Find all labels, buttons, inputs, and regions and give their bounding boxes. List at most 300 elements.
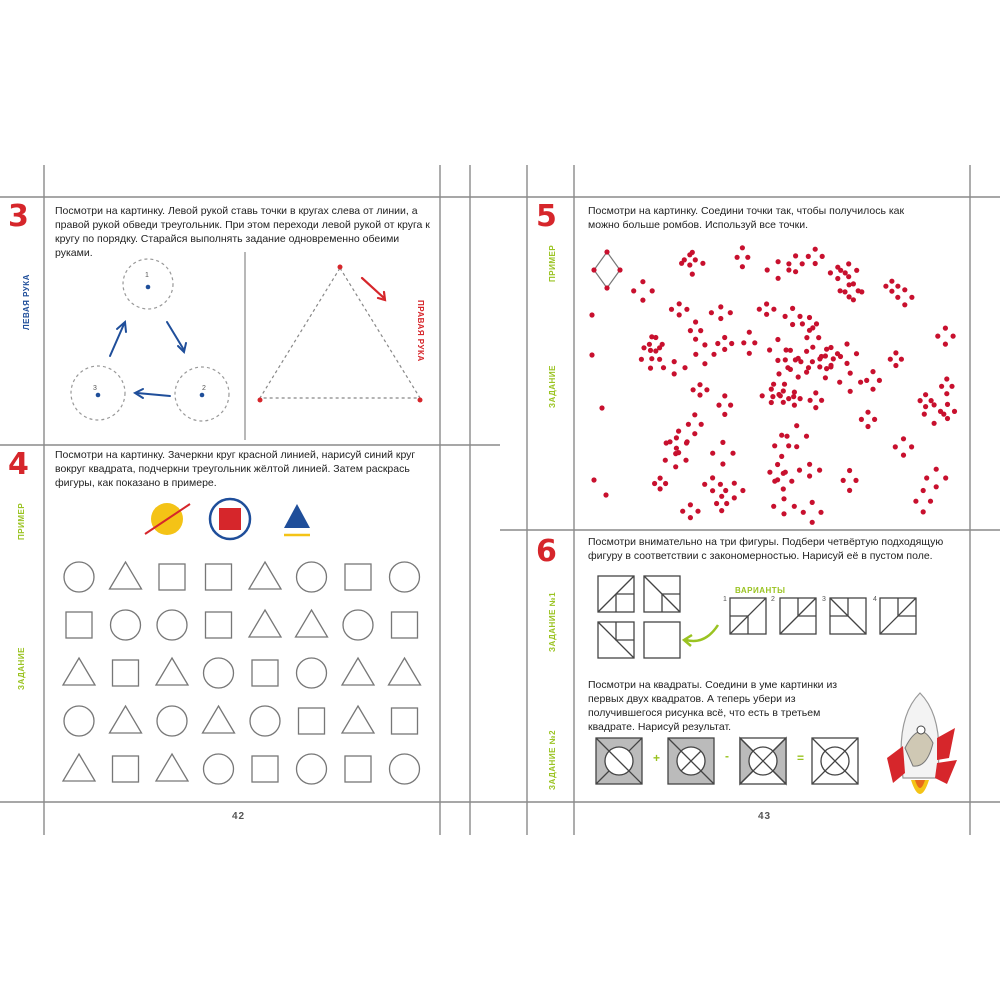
grid-triangle[interactable] (63, 754, 95, 781)
task-dot[interactable] (648, 366, 653, 371)
task-dot[interactable] (775, 337, 780, 342)
task-dot[interactable] (928, 499, 933, 504)
task-dot[interactable] (640, 298, 645, 303)
task-dot[interactable] (835, 276, 840, 281)
task-dot[interactable] (918, 398, 923, 403)
task-dot[interactable] (810, 520, 815, 525)
task-dot[interactable] (889, 289, 894, 294)
grid-square[interactable] (159, 564, 185, 590)
task-dot[interactable] (699, 422, 704, 427)
task-dot[interactable] (952, 409, 957, 414)
task-dot[interactable] (817, 468, 822, 473)
grid-triangle[interactable] (342, 706, 374, 733)
task-dot[interactable] (870, 387, 875, 392)
task-dot[interactable] (823, 353, 828, 358)
task-dot[interactable] (641, 345, 646, 350)
task-dot[interactable] (858, 380, 863, 385)
task-dot[interactable] (819, 398, 824, 403)
task-dot[interactable] (848, 371, 853, 376)
task-dot[interactable] (899, 357, 904, 362)
grid-circle[interactable] (343, 610, 373, 640)
task-dot[interactable] (769, 400, 774, 405)
task-dot[interactable] (728, 310, 733, 315)
task-dot[interactable] (693, 257, 698, 262)
task-dot[interactable] (797, 314, 802, 319)
task-dot[interactable] (943, 342, 948, 347)
task-dot[interactable] (683, 458, 688, 463)
task-dot[interactable] (776, 276, 781, 281)
task-dot[interactable] (693, 352, 698, 357)
task-dot[interactable] (877, 378, 882, 383)
task-dot[interactable] (851, 281, 856, 286)
grid-square[interactable] (392, 708, 418, 734)
task-dot[interactable] (719, 494, 724, 499)
task-dot[interactable] (741, 340, 746, 345)
task-dot[interactable] (674, 435, 679, 440)
task-dot[interactable] (684, 307, 689, 312)
task-dot[interactable] (740, 488, 745, 493)
task-dot[interactable] (934, 467, 939, 472)
task-dot[interactable] (769, 387, 774, 392)
task-dot[interactable] (794, 423, 799, 428)
task-dot[interactable] (783, 314, 788, 319)
grid-triangle[interactable] (249, 562, 281, 589)
grid-square[interactable] (206, 612, 232, 638)
task-dot[interactable] (772, 479, 777, 484)
task-dot[interactable] (921, 488, 926, 493)
task-dot[interactable] (909, 295, 914, 300)
task-dot[interactable] (893, 363, 898, 368)
task-dot[interactable] (591, 477, 596, 482)
task-dot[interactable] (676, 450, 681, 455)
task-dot[interactable] (835, 265, 840, 270)
task-dot[interactable] (680, 509, 685, 514)
task-dot[interactable] (797, 468, 802, 473)
task-dot[interactable] (747, 351, 752, 356)
task-dot[interactable] (820, 254, 825, 259)
task-dot[interactable] (772, 443, 777, 448)
task-dot[interactable] (835, 351, 840, 356)
grid-circle[interactable] (64, 562, 94, 592)
grid-triangle[interactable] (389, 658, 421, 685)
task-dot[interactable] (909, 444, 914, 449)
task-dot[interactable] (848, 389, 853, 394)
task-dot[interactable] (765, 267, 770, 272)
task-dot[interactable] (828, 364, 833, 369)
task-dot[interactable] (658, 476, 663, 481)
task-dot[interactable] (649, 356, 654, 361)
task-dot[interactable] (779, 433, 784, 438)
task-dot[interactable] (893, 444, 898, 449)
task-dot[interactable] (790, 322, 795, 327)
task-dot[interactable] (923, 392, 928, 397)
task-dot[interactable] (692, 412, 697, 417)
grid-square[interactable] (345, 564, 371, 590)
grid-circle[interactable] (111, 610, 141, 640)
task-dot[interactable] (945, 402, 950, 407)
task-dot[interactable] (865, 424, 870, 429)
task-dot[interactable] (808, 398, 813, 403)
task-dot[interactable] (800, 321, 805, 326)
task-dot[interactable] (676, 429, 681, 434)
task-dot[interactable] (786, 396, 791, 401)
task-dot[interactable] (864, 378, 869, 383)
task-dot[interactable] (709, 310, 714, 315)
task-dot[interactable] (771, 504, 776, 509)
task-dot[interactable] (783, 357, 788, 362)
task-dot[interactable] (631, 288, 636, 293)
task-dot[interactable] (697, 382, 702, 387)
task-dot[interactable] (804, 434, 809, 439)
task-dot[interactable] (693, 319, 698, 324)
task-dot[interactable] (771, 382, 776, 387)
task-dot[interactable] (710, 475, 715, 480)
grid-square[interactable] (299, 708, 325, 734)
grid-triangle[interactable] (296, 610, 328, 637)
task-dot[interactable] (776, 371, 781, 376)
task-dot[interactable] (722, 347, 727, 352)
task-dot[interactable] (943, 475, 948, 480)
grid-square[interactable] (113, 660, 139, 686)
task-dot[interactable] (813, 261, 818, 266)
task-dot[interactable] (667, 439, 672, 444)
task-dot[interactable] (718, 482, 723, 487)
task-dot[interactable] (843, 270, 848, 275)
task-dot[interactable] (589, 312, 594, 317)
task-dot[interactable] (901, 436, 906, 441)
grid-square[interactable] (113, 756, 139, 782)
task-dot[interactable] (943, 326, 948, 331)
task-dot[interactable] (687, 252, 692, 257)
task-dot[interactable] (782, 382, 787, 387)
task-dot[interactable] (778, 393, 783, 398)
task-dot[interactable] (944, 376, 949, 381)
task-dot[interactable] (786, 267, 791, 272)
task-dot[interactable] (817, 364, 822, 369)
task-dot[interactable] (661, 365, 666, 370)
task-dot[interactable] (674, 446, 679, 451)
grid-triangle[interactable] (110, 706, 142, 733)
task-dot[interactable] (870, 369, 875, 374)
task-dot[interactable] (872, 417, 877, 422)
task-dot[interactable] (807, 328, 812, 333)
grid-circle[interactable] (204, 754, 234, 784)
task-dot[interactable] (688, 515, 693, 520)
task-dot[interactable] (722, 412, 727, 417)
task-dot[interactable] (716, 403, 721, 408)
task-dot[interactable] (695, 509, 700, 514)
grid-triangle[interactable] (156, 658, 188, 685)
task-dot[interactable] (798, 396, 803, 401)
task-dot[interactable] (649, 334, 654, 339)
grid-circle[interactable] (204, 658, 234, 688)
task-dot[interactable] (715, 341, 720, 346)
grid-circle[interactable] (390, 754, 420, 784)
task-dot[interactable] (757, 307, 762, 312)
task-dot[interactable] (902, 287, 907, 292)
task-dot[interactable] (828, 270, 833, 275)
task-dot[interactable] (844, 361, 849, 366)
task-dot[interactable] (663, 481, 668, 486)
task-dot[interactable] (752, 340, 757, 345)
task-dot[interactable] (700, 261, 705, 266)
grid-circle[interactable] (297, 562, 327, 592)
task-dot[interactable] (718, 316, 723, 321)
task-dot[interactable] (786, 443, 791, 448)
task-dot[interactable] (702, 361, 707, 366)
task-dot[interactable] (813, 247, 818, 252)
task-dot[interactable] (685, 439, 690, 444)
task-dot[interactable] (720, 461, 725, 466)
task-dot[interactable] (804, 335, 809, 340)
task-dot[interactable] (764, 312, 769, 317)
grid-triangle[interactable] (63, 658, 95, 685)
task-dot[interactable] (775, 358, 780, 363)
task-dot[interactable] (781, 496, 786, 501)
task-dot[interactable] (714, 501, 719, 506)
task-dot[interactable] (639, 357, 644, 362)
task-dot[interactable] (735, 255, 740, 260)
task-dot[interactable] (672, 371, 677, 376)
task-dot[interactable] (851, 297, 856, 302)
task-dot[interactable] (844, 341, 849, 346)
task-dot[interactable] (589, 352, 594, 357)
task-dot[interactable] (760, 393, 765, 398)
grid-circle[interactable] (64, 706, 94, 736)
task-dot[interactable] (792, 504, 797, 509)
grid-square[interactable] (252, 756, 278, 782)
grid-triangle[interactable] (249, 610, 281, 637)
task-dot[interactable] (745, 255, 750, 260)
task-dot[interactable] (719, 508, 724, 513)
grid-square[interactable] (345, 756, 371, 782)
task-dot[interactable] (949, 384, 954, 389)
task-dot[interactable] (923, 404, 928, 409)
task-dot[interactable] (767, 470, 772, 475)
task-dot[interactable] (673, 464, 678, 469)
task-dot[interactable] (842, 289, 847, 294)
task-dot[interactable] (652, 481, 657, 486)
task-dot[interactable] (677, 301, 682, 306)
task-dot[interactable] (807, 462, 812, 467)
task-dot[interactable] (807, 473, 812, 478)
task-dot[interactable] (677, 312, 682, 317)
grid-square[interactable] (252, 660, 278, 686)
task-dot[interactable] (856, 288, 861, 293)
task-dot[interactable] (764, 301, 769, 306)
task-dot[interactable] (847, 468, 852, 473)
task-dot[interactable] (786, 261, 791, 266)
grid-circle[interactable] (157, 706, 187, 736)
task-dot[interactable] (686, 422, 691, 427)
task-dot[interactable] (781, 388, 786, 393)
task-dot[interactable] (710, 451, 715, 456)
grid-circle[interactable] (297, 754, 327, 784)
task-dot[interactable] (847, 282, 852, 287)
task-dot[interactable] (728, 403, 733, 408)
task-dot[interactable] (657, 345, 662, 350)
task-dot[interactable] (810, 359, 815, 364)
task-dot[interactable] (789, 479, 794, 484)
task-dot[interactable] (691, 387, 696, 392)
task-dot[interactable] (722, 335, 727, 340)
task-dot[interactable] (831, 356, 836, 361)
task-dot[interactable] (740, 245, 745, 250)
task-dot[interactable] (781, 471, 786, 476)
task-dot[interactable] (693, 337, 698, 342)
task-dot[interactable] (688, 502, 693, 507)
task-dot[interactable] (934, 484, 939, 489)
task-dot[interactable] (854, 268, 859, 273)
task-dot[interactable] (792, 390, 797, 395)
task-dot[interactable] (853, 478, 858, 483)
task-dot[interactable] (720, 440, 725, 445)
grid-circle[interactable] (390, 562, 420, 592)
task-dot[interactable] (747, 330, 752, 335)
task-dot[interactable] (784, 347, 789, 352)
task-dot[interactable] (648, 348, 653, 353)
task-dot[interactable] (682, 257, 687, 262)
task-dot[interactable] (640, 279, 645, 284)
task-dot[interactable] (710, 488, 715, 493)
task-dot[interactable] (732, 495, 737, 500)
task-dot[interactable] (692, 431, 697, 436)
grid-triangle[interactable] (342, 658, 374, 685)
task-dot[interactable] (902, 302, 907, 307)
task-dot[interactable] (779, 454, 784, 459)
task-dot[interactable] (770, 394, 775, 399)
task-dot[interactable] (810, 500, 815, 505)
task-dot[interactable] (775, 462, 780, 467)
task-dot[interactable] (939, 384, 944, 389)
task-dot[interactable] (663, 458, 668, 463)
task-dot[interactable] (810, 345, 815, 350)
task-dot[interactable] (883, 284, 888, 289)
task-dot[interactable] (794, 444, 799, 449)
task-dot[interactable] (841, 478, 846, 483)
task-dot[interactable] (888, 357, 893, 362)
task-dot[interactable] (806, 254, 811, 259)
task-dot[interactable] (932, 421, 937, 426)
task-dot[interactable] (718, 304, 723, 309)
task-dot[interactable] (688, 328, 693, 333)
task-dot[interactable] (776, 259, 781, 264)
task-dot[interactable] (650, 288, 655, 293)
task-dot[interactable] (944, 391, 949, 396)
task-dot[interactable] (818, 510, 823, 515)
task-dot[interactable] (599, 405, 604, 410)
grid-triangle[interactable] (203, 706, 235, 733)
task-dot[interactable] (847, 488, 852, 493)
task-dot[interactable] (796, 356, 801, 361)
task-dot[interactable] (814, 321, 819, 326)
task-dot[interactable] (790, 306, 795, 311)
task-dot[interactable] (813, 390, 818, 395)
task-dot[interactable] (913, 499, 918, 504)
task-dot[interactable] (935, 334, 940, 339)
task-dot[interactable] (932, 402, 937, 407)
task-dot[interactable] (792, 403, 797, 408)
task-dot[interactable] (951, 334, 956, 339)
task-dot[interactable] (702, 342, 707, 347)
task-dot[interactable] (922, 412, 927, 417)
task-dot[interactable] (729, 341, 734, 346)
task-dot[interactable] (791, 394, 796, 399)
task-dot[interactable] (945, 416, 950, 421)
task-dot[interactable] (895, 295, 900, 300)
task-dot[interactable] (687, 262, 692, 267)
task-dot[interactable] (859, 417, 864, 422)
task-dot[interactable] (838, 288, 843, 293)
task-dot[interactable] (784, 434, 789, 439)
task-dot[interactable] (793, 253, 798, 258)
task-dot[interactable] (813, 405, 818, 410)
task-dot[interactable] (929, 398, 934, 403)
task-dot[interactable] (847, 294, 852, 299)
task-dot[interactable] (893, 350, 898, 355)
task-dot[interactable] (697, 392, 702, 397)
task-dot[interactable] (657, 357, 662, 362)
task-dot[interactable] (865, 410, 870, 415)
grid-circle[interactable] (297, 658, 327, 688)
task-dot[interactable] (711, 352, 716, 357)
task-dot[interactable] (722, 393, 727, 398)
grid-square[interactable] (66, 612, 92, 638)
task-dot[interactable] (767, 347, 772, 352)
grid-circle[interactable] (250, 706, 280, 736)
task-dot[interactable] (771, 307, 776, 312)
task-dot[interactable] (800, 261, 805, 266)
task-dot[interactable] (846, 261, 851, 266)
task-dot[interactable] (823, 375, 828, 380)
grid-triangle[interactable] (110, 562, 142, 589)
grid-triangle[interactable] (156, 754, 188, 781)
task-dot[interactable] (837, 380, 842, 385)
task-dot[interactable] (806, 365, 811, 370)
grid-square[interactable] (206, 564, 232, 590)
task-dot[interactable] (658, 486, 663, 491)
task-dot[interactable] (816, 335, 821, 340)
task-dot[interactable] (704, 387, 709, 392)
task-dot[interactable] (889, 279, 894, 284)
task-dot[interactable] (924, 475, 929, 480)
task-dot[interactable] (854, 351, 859, 356)
task-dot[interactable] (781, 400, 786, 405)
task-dot[interactable] (730, 451, 735, 456)
task-dot[interactable] (793, 269, 798, 274)
task-dot[interactable] (669, 307, 674, 312)
task-dot[interactable] (732, 481, 737, 486)
task-dot[interactable] (740, 264, 745, 269)
task-dot[interactable] (796, 374, 801, 379)
grid-circle[interactable] (157, 610, 187, 640)
task-dot[interactable] (801, 510, 806, 515)
task-dot[interactable] (804, 349, 809, 354)
task-dot[interactable] (921, 509, 926, 514)
task-dot[interactable] (781, 511, 786, 516)
task-dot[interactable] (690, 272, 695, 277)
task-dot[interactable] (702, 482, 707, 487)
task-dot[interactable] (723, 488, 728, 493)
task-dot[interactable] (828, 345, 833, 350)
task-dot[interactable] (785, 365, 790, 370)
task-dot[interactable] (895, 284, 900, 289)
task-dot[interactable] (901, 453, 906, 458)
task-dot[interactable] (807, 315, 812, 320)
grid-square[interactable] (392, 612, 418, 638)
task-dot[interactable] (724, 501, 729, 506)
task-dot[interactable] (603, 492, 608, 497)
